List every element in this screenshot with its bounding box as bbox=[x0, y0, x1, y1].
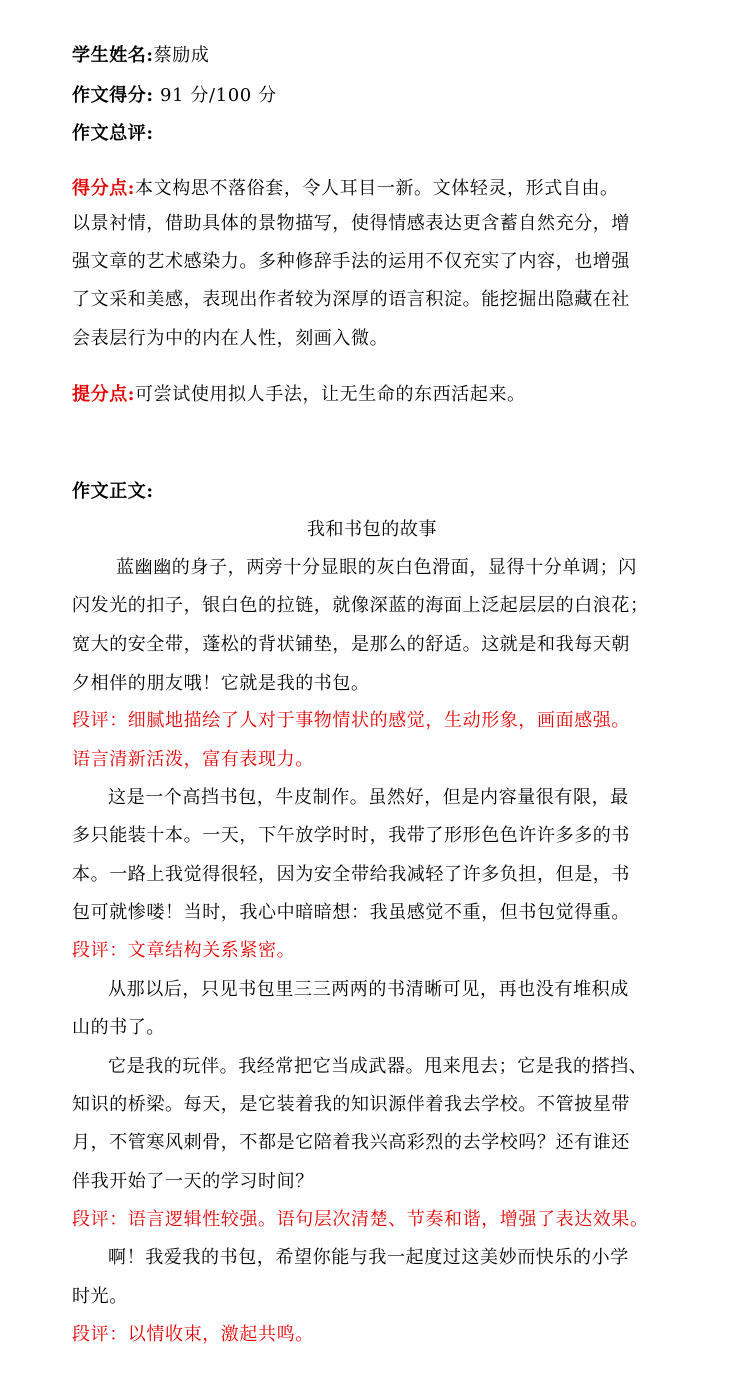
p1-line-4: 夕相伴的朋友哦！它就是我的书包。 bbox=[72, 673, 370, 694]
p2-line-3: 本。一路上我觉得很轻，因为安全带给我减轻了许多负担，但是，书 bbox=[72, 864, 630, 885]
merit-line-4: 了文采和美感，表现出作者较为深厚的语言积淀。能挖掘出隐藏在社 bbox=[72, 289, 630, 310]
comment-1-line-2: 语言清新活泼，富有表现力。 bbox=[72, 749, 314, 770]
p4-line-1: 它是我的玩伴。我经常把它当成武器。甩来甩去；它是我的搭挡、 bbox=[108, 1056, 648, 1077]
p1-line-2: 闪发光的扣子，银白色的拉链，就像深蓝的海面上泛起层层的白浪花； bbox=[72, 595, 649, 616]
p4-line-3: 月，不管寒风刺骨，不都是它陪着我兴高彩烈的去学校吗？还有谁还 bbox=[72, 1132, 630, 1153]
essay-title: 我和书包的故事 bbox=[306, 519, 438, 540]
comment-3: 段评：语言逻辑性较强。语句层次清楚、节奏和谐，增强了表达效果。 bbox=[72, 1209, 649, 1230]
comment-1-line-1: 段评：细腻地描绘了人对于事物情状的感觉，生动形象，画面感强。 bbox=[72, 710, 630, 731]
student-name-label: 学生姓名: bbox=[72, 45, 154, 66]
p1-line-1: 蓝幽幽的身子，两旁十分显眼的灰白色滑面，显得十分单调；闪 bbox=[116, 557, 637, 578]
improve-line bbox=[72, 383, 526, 407]
p4-line-2: 知识的桥梁。每天，是它装着我的知识源伴着我去学校。不管披星带 bbox=[72, 1094, 630, 1115]
merit-label: 得分点: bbox=[72, 178, 136, 199]
score-label: 作文得分: bbox=[72, 85, 154, 106]
improve-text: 可尝试使用拟人手法，让无生命的东西活起来。 bbox=[135, 384, 526, 405]
student-name-row bbox=[72, 44, 209, 68]
p3-line-1: 从那以后，只见书包里三三两两的书清晰可见，再也没有堆积成 bbox=[108, 979, 629, 1000]
merit-line-3: 强文章的艺术感染力。多种修辞手法的运用不仅充实了内容，也增强 bbox=[72, 251, 630, 272]
overall-review-label: 作文总评: bbox=[72, 123, 154, 144]
student-name-value: 蔡励成 bbox=[153, 45, 210, 66]
comment-4: 段评：以情收束，激起共鸣。 bbox=[72, 1324, 314, 1345]
p5-line-2: 时光。 bbox=[72, 1286, 128, 1307]
merit-line-5: 会表层行为中的内在人性，刻画入微。 bbox=[72, 328, 389, 349]
p2-line-2: 多只能装十本。一天，下午放学时时，我带了形形色色许许多多的书 bbox=[72, 825, 630, 846]
p4-line-4: 伴我开始了一天的学习时间？ bbox=[72, 1171, 314, 1192]
p5-line-1: 啊！我爱我的书包，希望你能与我一起度过这美妙而快乐的小学 bbox=[108, 1247, 629, 1268]
p1-line-3: 宽大的安全带，蓬松的背状铺垫，是那么的舒适。这就是和我每天朝 bbox=[72, 634, 630, 655]
p2-line-4: 包可就惨喽！当时，我心中暗暗想：我虽感觉不重，但书包觉得重。 bbox=[72, 902, 630, 923]
p3-line-2: 山的书了。 bbox=[72, 1017, 165, 1038]
p2-line-1: 这是一个高挡书包，牛皮制作。虽然好，但是内容量很有限，最 bbox=[108, 787, 629, 808]
improve-label: 提分点: bbox=[72, 384, 136, 405]
score-row bbox=[72, 84, 277, 108]
comment-2: 段评：文章结构关系紧密。 bbox=[72, 940, 296, 961]
score-value: 91 分/100 分 bbox=[159, 85, 277, 106]
merit-line-1: 得分点:本文构思不落俗套，令人耳目一新。文体轻灵，形式自由。 bbox=[72, 178, 619, 199]
essay-label: 作文正文: bbox=[72, 481, 154, 502]
merit-line-2: 以景衬情，借助具体的景物描写，使得情感表达更含蓄自然充分，增 bbox=[72, 213, 630, 234]
